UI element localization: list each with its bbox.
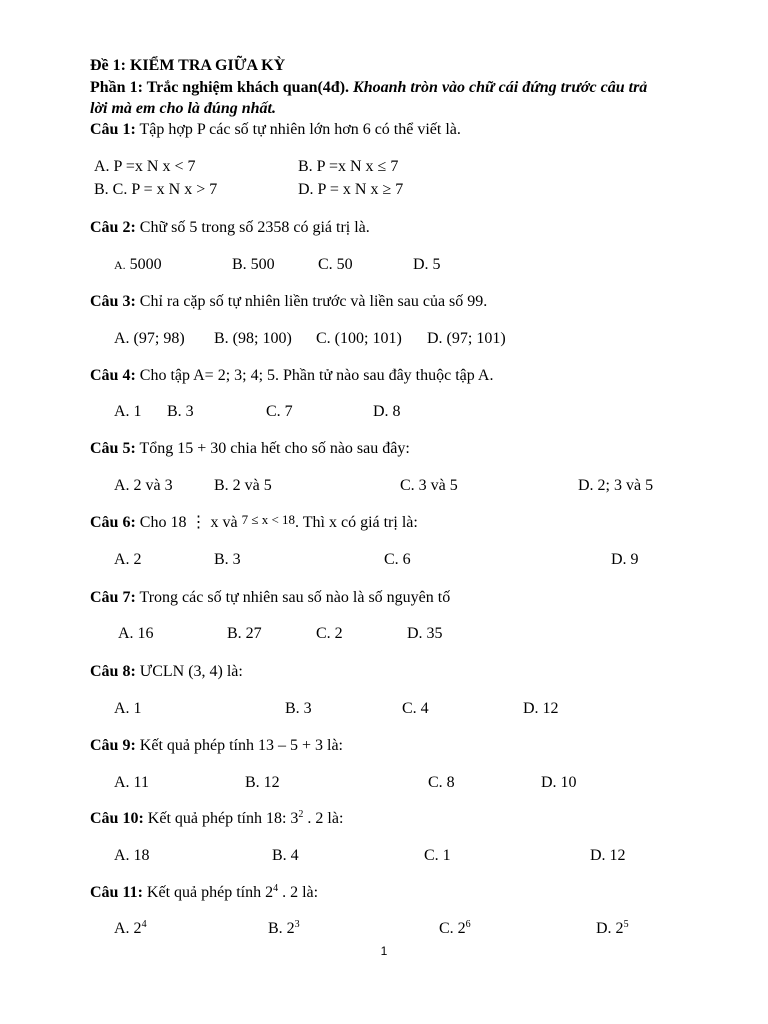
option-exponent: 6 xyxy=(465,919,471,930)
q3-option-b[interactable]: B. (98; 100) xyxy=(214,330,292,347)
q9-option-b[interactable]: B. 12 xyxy=(245,774,280,791)
q8-option-a[interactable]: A. 1 xyxy=(114,700,142,717)
question-text-end: . 2 là: xyxy=(303,810,344,827)
option-value: 5000 xyxy=(129,256,162,273)
q9-option-d[interactable]: D. 10 xyxy=(541,774,577,791)
q8-option-c[interactable]: C. 4 xyxy=(402,700,429,717)
q4-option-a[interactable]: A. 1 xyxy=(114,403,142,420)
question-3 xyxy=(90,292,487,312)
q10-option-d[interactable]: D. 12 xyxy=(590,847,626,864)
question-8 xyxy=(90,662,243,682)
question-4 xyxy=(90,366,493,386)
page-number: 1 xyxy=(380,944,388,958)
q11-option-b[interactable] xyxy=(268,919,300,939)
question-label: Câu 7: xyxy=(90,589,136,606)
question-label: Câu 8: xyxy=(90,663,136,680)
q10-option-c[interactable]: C. 1 xyxy=(424,847,451,864)
q7-option-c[interactable]: C. 2 xyxy=(316,625,343,642)
question-10 xyxy=(90,809,343,829)
q5-option-b[interactable]: B. 2 và 5 xyxy=(214,477,272,494)
option-base: B. 2 xyxy=(268,920,295,937)
q1-option-b[interactable]: B. P =x N x ≤ 7 xyxy=(298,158,399,175)
q11-option-a[interactable] xyxy=(114,919,147,939)
exponent: 4 xyxy=(273,883,279,894)
part1-heading xyxy=(90,78,647,98)
question-text-end: . 2 là: xyxy=(278,884,319,901)
q7-option-a[interactable]: A. 16 xyxy=(118,625,154,642)
question-text: Cho tập A= 2; 3; 4; 5. Phần tử nào sau đây thuộc tập A. xyxy=(139,367,494,384)
question-text-end: . Thì x có giá trị là: xyxy=(295,514,418,531)
question-5 xyxy=(90,439,410,459)
question-label: Câu 9: xyxy=(90,737,136,754)
question-2 xyxy=(90,218,370,238)
q5-option-a[interactable]: A. 2 và 3 xyxy=(114,477,173,494)
q3-option-c[interactable]: C. (100; 101) xyxy=(316,330,402,347)
question-text: Trong các số tự nhiên sau số nào là số nguyên tố xyxy=(139,589,451,606)
part1-instruction-cont: lời mà em cho là đúng nhất. xyxy=(90,100,276,117)
q8-option-b[interactable]: B. 3 xyxy=(285,700,312,717)
question-text: Kết quả phép tính 18: 3 xyxy=(147,810,299,827)
question-label: Câu 2: xyxy=(90,219,136,236)
question-text: Kết quả phép tính 13 – 5 + 3 là: xyxy=(139,737,343,754)
question-label: Câu 10: xyxy=(90,810,144,827)
q2-option-d[interactable]: D. 5 xyxy=(413,256,441,273)
question-label: Câu 3: xyxy=(90,293,136,310)
q6-option-a[interactable]: A. 2 xyxy=(114,551,142,568)
part1-instruction: Khoanh tròn vào chữ cái đứng trước câu trả xyxy=(353,79,648,96)
q9-option-a[interactable]: A. 11 xyxy=(114,774,149,791)
q4-option-d[interactable]: D. 8 xyxy=(373,403,401,420)
option-exponent: 3 xyxy=(294,919,300,930)
question-text: Kết quả phép tính 2 xyxy=(146,884,274,901)
option-base: C. 2 xyxy=(439,920,466,937)
q10-option-a[interactable]: A. 18 xyxy=(114,847,150,864)
question-6 xyxy=(90,513,418,533)
question-text: Tổng 15 + 30 chia hết cho số nào sau đây: xyxy=(139,440,410,457)
q3-option-a[interactable]: A. (97; 98) xyxy=(114,330,185,347)
question-11 xyxy=(90,883,318,903)
q7-option-d[interactable]: D. 35 xyxy=(407,625,443,642)
q1-option-a[interactable]: A. P =x N x < 7 xyxy=(94,158,196,175)
question-1 xyxy=(90,120,461,140)
question-7 xyxy=(90,588,450,608)
q7-option-b[interactable]: B. 27 xyxy=(227,625,262,642)
q5-option-c[interactable]: C. 3 và 5 xyxy=(400,477,458,494)
question-text: Chỉ ra cặp số tự nhiên liền trước và liền sau của số 99. xyxy=(139,293,488,310)
q11-option-c[interactable] xyxy=(439,919,471,939)
q2-option-c[interactable]: C. 50 xyxy=(318,256,353,273)
q2-option-b[interactable]: B. 500 xyxy=(232,256,275,273)
q8-option-d[interactable]: D. 12 xyxy=(523,700,559,717)
q10-option-b[interactable]: B. 4 xyxy=(272,847,299,864)
q9-option-c[interactable]: C. 8 xyxy=(428,774,455,791)
part1-label: Phần 1: Trắc nghiệm khách quan(4đ). xyxy=(90,79,350,96)
q1-option-c[interactable]: B. C. P = x N x > 7 xyxy=(94,181,218,198)
q2-option-a[interactable] xyxy=(114,255,162,275)
question-text: Cho 18 ⋮ x và xyxy=(139,514,238,531)
q11-option-d[interactable] xyxy=(596,919,629,939)
q6-option-b[interactable]: B. 3 xyxy=(214,551,241,568)
option-exponent: 5 xyxy=(623,919,629,930)
question-formula: 7 ≤ x < 18 xyxy=(241,512,296,527)
q3-option-d[interactable]: D. (97; 101) xyxy=(427,330,506,347)
q6-option-d[interactable]: D. 9 xyxy=(611,551,639,568)
option-base: A. 2 xyxy=(114,920,142,937)
option-base: D. 2 xyxy=(596,920,624,937)
option-exponent: 4 xyxy=(141,919,147,930)
question-label: Câu 4: xyxy=(90,367,136,384)
q5-option-d[interactable]: D. 2; 3 và 5 xyxy=(578,477,654,494)
question-text: ƯCLN (3, 4) là: xyxy=(139,663,243,680)
question-label: Câu 11: xyxy=(90,884,143,901)
page-title: Đề 1: KIỂM TRA GIỮA KỲ xyxy=(90,57,286,74)
q1-option-d[interactable]: D. P = x N x ≥ 7 xyxy=(298,181,404,198)
q4-option-b[interactable]: B. 3 xyxy=(167,403,194,420)
option-letter: A. xyxy=(114,258,126,272)
q4-option-c[interactable]: C. 7 xyxy=(266,403,293,420)
question-text: Chữ số 5 trong số 2358 có giá trị là. xyxy=(139,219,370,236)
question-text: Tập hợp P các số tự nhiên lớn hơn 6 có thể viết là. xyxy=(139,121,461,138)
exponent: 2 xyxy=(298,809,304,820)
question-label: Câu 5: xyxy=(90,440,136,457)
question-9 xyxy=(90,736,343,756)
question-label: Câu 1: xyxy=(90,121,136,138)
q6-option-c[interactable]: C. 6 xyxy=(384,551,411,568)
question-label: Câu 6: xyxy=(90,514,136,531)
